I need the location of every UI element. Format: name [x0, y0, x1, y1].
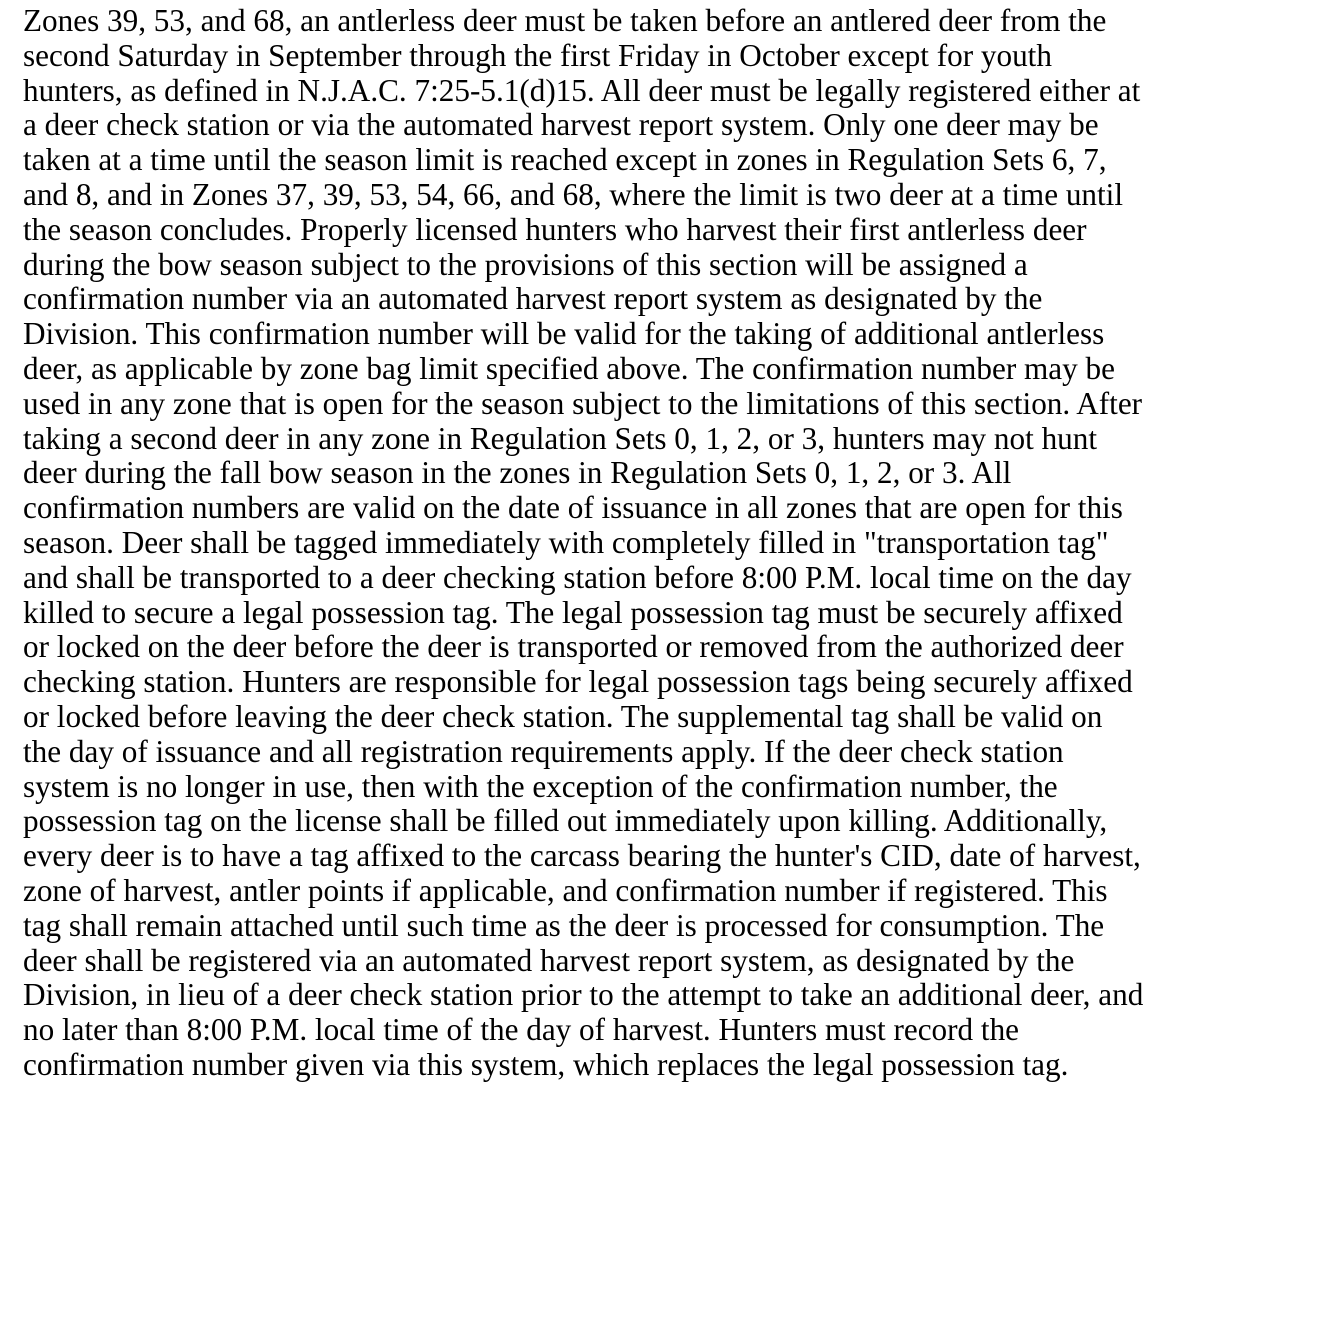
paragraph-line: the season concludes. Properly licensed hunters who harvest their first antlerless deer: [23, 211, 1087, 247]
paragraph-line: or locked on the deer before the deer is transported or removed from the authorized deer: [23, 629, 1124, 665]
paragraph-line: deer shall be registered via an automated harvest report system, as designated by the: [23, 942, 1075, 978]
paragraph-line: confirmation number via an automated harvest report system as designated by the: [23, 281, 1043, 317]
regulation-paragraph: [23, 4, 1339, 1083]
paragraph-line: second Saturday in September through the first Friday in October except for youth: [23, 37, 1052, 73]
paragraph-line: no later than 8:00 P.M. local time of the day of harvest. Hunters must record the: [23, 1012, 1020, 1048]
paragraph-line: every deer is to have a tag affixed to the carcass bearing the hunter's CID, date of harvest,: [23, 838, 1141, 874]
paragraph-line: deer, as applicable by zone bag limit specified above. The confirmation number may be: [23, 350, 1115, 386]
paragraph-line: killed to secure a legal possession tag. The legal possession tag must be securely affixed: [23, 594, 1123, 630]
paragraph-line: confirmation number given via this system, which replaces the legal possession tag.: [23, 1046, 1069, 1082]
paragraph-line: hunters, as defined in N.J.A.C. 7:25-5.1(d)15. All deer must be legally registered either at: [23, 72, 1141, 108]
paragraph-line: possession tag on the license shall be filled out immediately upon killing. Additionally,: [23, 803, 1108, 839]
paragraph-line: taking a second deer in any zone in Regulation Sets 0, 1, 2, or 3, hunters may not hunt: [23, 420, 1098, 456]
paragraph-line: Zones 39, 53, and 68, an antlerless deer must be taken before an antlered deer from the: [23, 3, 1107, 38]
paragraph-line: the day of issuance and all registration requirements apply. If the deer check station: [23, 733, 1064, 769]
paragraph-line: system is no longer in use, then with the exception of the confirmation number, the: [23, 768, 1058, 804]
paragraph-line: a deer check station or via the automated harvest report system. Only one deer may be: [23, 107, 1099, 143]
paragraph-line: used in any zone that is open for the season subject to the limitations of this section. After: [23, 385, 1143, 421]
paragraph-line: confirmation numbers are valid on the date of issuance in all zones that are open for this: [23, 490, 1123, 526]
paragraph-line: during the bow season subject to the provisions of this section will be assigned a: [23, 246, 1028, 282]
paragraph-line: checking station. Hunters are responsible for legal possession tags being securely affixed: [23, 664, 1133, 700]
paragraph-line: deer during the fall bow season in the zones in Regulation Sets 0, 1, 2, or 3. All: [23, 455, 1012, 491]
paragraph-line: tag shall remain attached until such time as the deer is processed for consumption. The: [23, 907, 1105, 943]
paragraph-line: Division, in lieu of a deer check station prior to the attempt to take an additional deer, and: [23, 977, 1144, 1013]
paragraph-line: zone of harvest, antler points if applicable, and confirmation number if registered. This: [23, 872, 1108, 908]
paragraph-line: and 8, and in Zones 37, 39, 53, 54, 66, and 68, where the limit is two deer at a time until: [23, 176, 1124, 212]
paragraph-line: and shall be transported to a deer checking station before 8:00 P.M. local time on the day: [23, 559, 1132, 595]
paragraph-line: taken at a time until the season limit is reached except in zones in Regulation Sets 6, 7,: [23, 142, 1107, 178]
paragraph-line: or locked before leaving the deer check station. The supplemental tag shall be valid on: [23, 698, 1103, 734]
paragraph-line: Division. This confirmation number will be valid for the taking of additional antlerless: [23, 316, 1105, 352]
paragraph-line: season. Deer shall be tagged immediately with completely filled in "transportation tag": [23, 524, 1109, 560]
